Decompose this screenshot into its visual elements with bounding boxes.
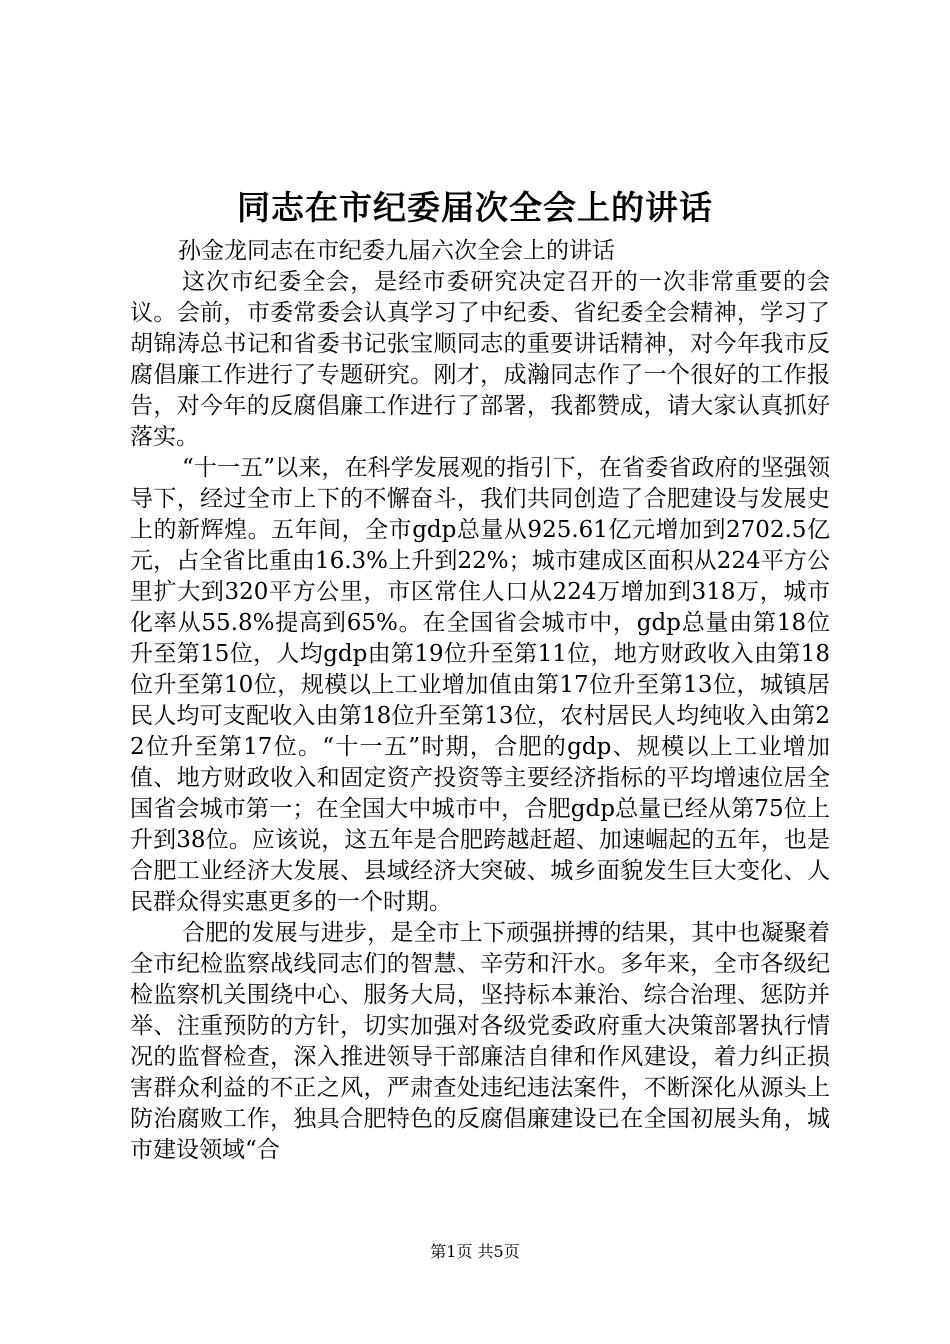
document-title: 同志在市纪委届次全会上的讲话 — [237, 188, 713, 227]
document-body — [130, 236, 830, 1166]
paragraph-2: “十一五”以来，在科学发展观的指引下，在省委省政府的坚强领导下，经过全市上下的不懈奋斗，我们共同创造了合肥建设与发展史上的新辉煌。五年间，全市gdp总量从925.61亿元增加到2702.5亿元，占全省比重由16.3%上升到22%；城市建成区面积从224平方公里扩大到320平方公里，市区常住人口从224万增加到318万，城市化率从55.8%提高到65%。在全国省会城市中，gdp总量由第18位升至第15位，人均gdp由第19位升至第11位，地方财政收入由第18位升至第10位，规模以上工业增加值由第17位升至第13位，城镇居民人均可支配收入由第18位升至第13位，农村居民人均纯收入由第22位升至第17位。“十一五”时期，合肥的gdp、规模以上工业增加值、地方财政收入和固定资产投资等主要经济指标的平均增速位居全国省会城市第一；在全国大中城市中，合肥gdp总量已经从第75位上升到38位。应该说，这五年是合肥跨越赶超、加速崛起的五年，也是合肥工业经济大发展、县域经济大突破、城乡面貌发生巨大变化、人民群众得实惠更多的一个时期。 — [130, 455, 830, 915]
document-subtitle: 孙金龙同志在市纪委九届六次全会上的讲话 — [178, 238, 615, 264]
paragraph-1: 这次市纪委全会，是经市委研究决定召开的一次非常重要的会议。会前，市委常委会认真学习了中纪委、省纪委全会精神，学习了胡锦涛总书记和省委书记张宝顺同志的重要讲话精神，对今年我市反腐倡廉工作进行了专题研究。刚才，成瀚同志作了一个很好的工作报告，对今年的反腐倡廉工作进行了部署，我都赞成，请大家认真抓好落实。 — [130, 269, 830, 450]
page-number-footer: 第1页 共5页 — [430, 1242, 520, 1261]
paragraph-3: 合肥的发展与进步，是全市上下顽强拼搏的结果，其中也凝聚着全市纪检监察战线同志们的智慧、辛劳和汗水。多年来，全市各级纪检监察机关围绕中心、服务大局，坚持标本兼治、综合治理、惩防并举、注重预防的方针，切实加强对各级党委政府重大决策部署执行情况的监督检查，深入推进领导干部廉洁自律和作风建设，着力纠正损害群众利益的不正之风，严肃查处违纪违法案件，不断深化从源头上防治腐败工作，独具合肥特色的反腐倡廉建设已在全国初展头角，城市建设领域“合 — [130, 920, 830, 1163]
